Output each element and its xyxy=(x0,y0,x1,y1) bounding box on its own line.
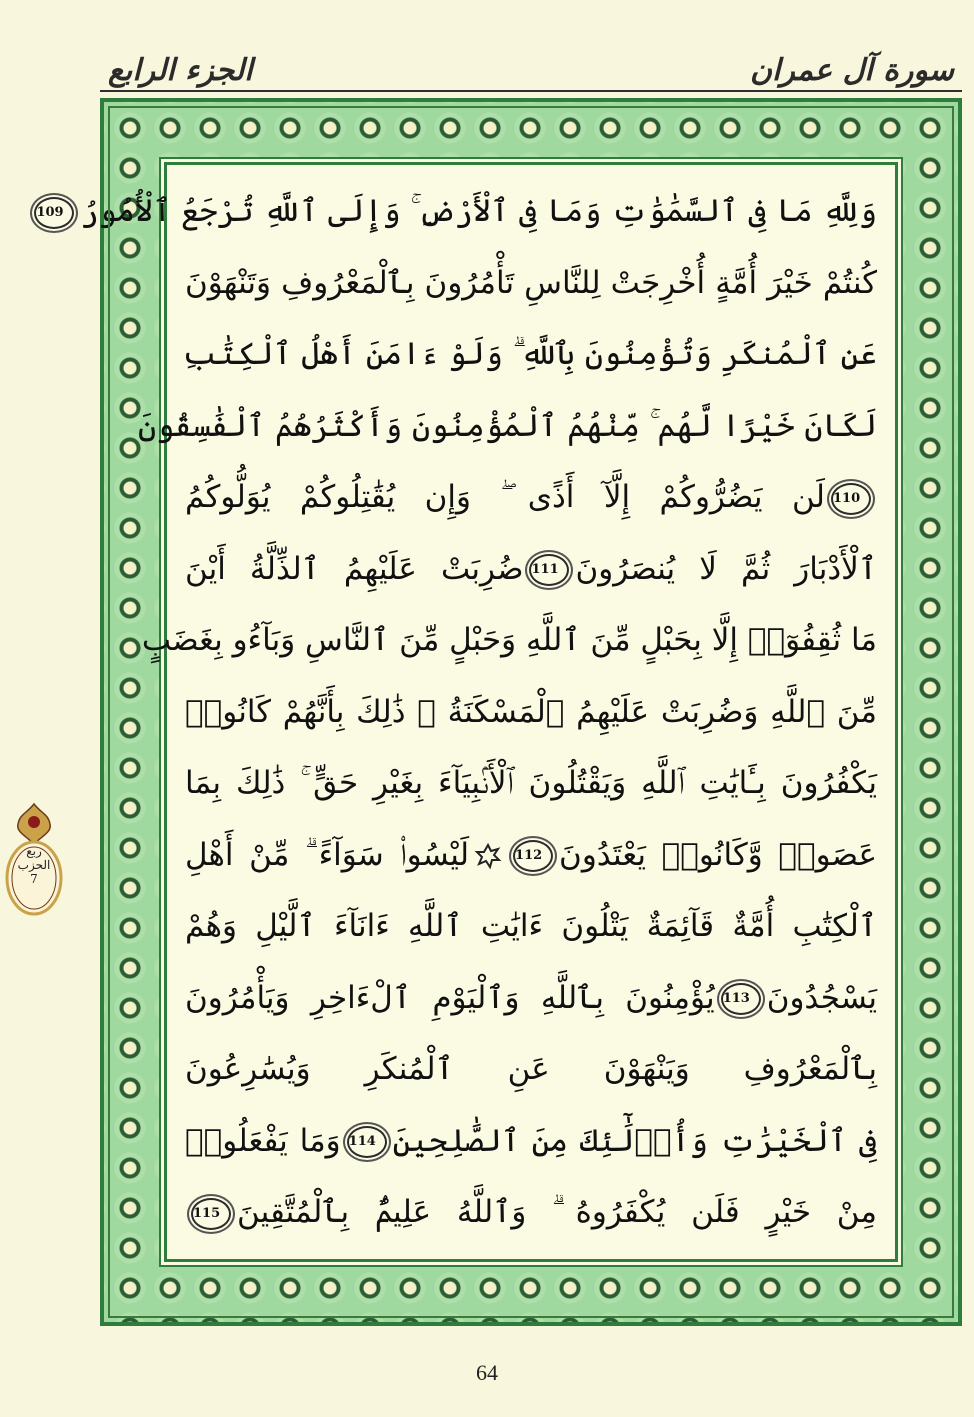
verse-line xyxy=(182,324,877,385)
verse-text: لَيْسُوا۟ سَوَآءً ۗ مِّنْ أَهْلِ xyxy=(185,836,470,873)
hizb-quarter-label: ربع xyxy=(26,844,42,858)
ayah-number-marker: 109 xyxy=(34,197,74,229)
verse-lines xyxy=(36,181,878,1243)
verse-line xyxy=(185,1039,877,1100)
verse-text: مِّنَ ٱللَّهِ وَضُرِبَتْ عَلَيْهِمُ ٱلْمَسْكَنَةُ ۚ ذَٰلِكَ بِأَنَّهُمْ كَانُوا۟ xyxy=(185,693,877,730)
ayah-number-marker: 115 xyxy=(191,1198,231,1230)
verse-text: لَكَانَ خَيْرًا لَّهُم ۚ مِّنْهُمُ ٱلْمُؤْمِنُونَ وَأَكْثَرُهُمُ ٱلْفَٰسِقُونَ xyxy=(138,407,877,444)
verse-text: وَلِلَّهِ مَا فِى ٱلسَّمَٰوَٰتِ وَمَا فِى ٱلْأَرْضِ ۚ وَإِلَى ٱللَّهِ تُرْجَعُ ٱلْأُمُورُ xyxy=(80,193,877,229)
page-number: 64 xyxy=(476,1360,498,1385)
verse-text: ضُرِبَتْ عَلَيْهِمُ ٱلذِّلَّةُ أَيْنَ xyxy=(185,550,524,587)
verse-text: يُؤْمِنُونَ بِٱللَّهِ وَٱلْيَوْمِ ٱلْءَاخِرِ وَيَأْمُرُونَ xyxy=(185,979,715,1016)
surah-title: سورة آل عمران xyxy=(749,53,954,88)
verse-line xyxy=(185,253,877,314)
verse-line xyxy=(185,1111,877,1172)
verse-text: وَمَا يَفْعَلُوا۟ xyxy=(185,1122,341,1159)
verse-text: مَا ثُقِفُوٓا۟ إِلَّا بِحَبْلٍ مِّنَ ٱللَّهِ وَحَبْلٍ مِّنَ ٱلنَّاسِ وَبَآءُو بِغَضَبٍ xyxy=(141,622,877,658)
hizb-knot-icon xyxy=(475,843,501,869)
verse-text: لَن يَضُرُّوكُمْ إِلَّآ أَذًى ۖ وَإِن يُقَٰتِلُوكُمْ يُوَلُّوكُمُ xyxy=(185,479,825,515)
verse-line xyxy=(36,181,877,242)
juz-title: الجزء الرابع xyxy=(108,53,253,88)
ayah-number-marker: 110 xyxy=(831,483,871,515)
verse-line xyxy=(185,682,877,743)
ornamental-frame xyxy=(36,98,962,1326)
text-panel xyxy=(36,162,898,1262)
verse-line xyxy=(185,539,877,600)
ayah-number-marker: 112 xyxy=(513,840,553,872)
verse-text: يَكْفُرُونَ بِـَٔايَٰتِ ٱللَّهِ وَيَقْتُلُونَ ٱلْأَنۢبِيَآءَ بِغَيْرِ حَقٍّ ۚ ذَٰلِكَ بِمَا xyxy=(185,765,877,801)
verse-line xyxy=(185,1182,877,1243)
verse-line xyxy=(185,968,877,1029)
verse-text: كُنتُمْ خَيْرَ أُمَّةٍ أُخْرِجَتْ لِلنَّاسِ تَأْمُرُونَ بِٱلْمَعْرُوفِ وَتَنْهَوْنَ xyxy=(185,264,877,301)
verse-text: فِى ٱلْخَيْرَٰتِ وَأُو۟لَٰٓئِكَ مِنَ ٱلصَّٰلِحِينَ xyxy=(392,1122,878,1159)
hizb-word: الحزب xyxy=(17,858,51,872)
ayah-number-marker: 113 xyxy=(721,983,761,1015)
verse-line xyxy=(185,825,877,886)
verse-text: بِٱلْمَعْرُوفِ وَيَنْهَوْنَ عَنِ ٱلْمُنكَرِ وَيُسَٰرِعُونَ xyxy=(185,1051,877,1087)
ayah-number-marker: 114 xyxy=(347,1126,387,1158)
verse-text: ٱلْأَدْبَارَ ثُمَّ لَا يُنصَرُونَ xyxy=(575,550,877,587)
hizb-number: 7 xyxy=(30,872,38,886)
verse-text: ٱلْكِتَٰبِ أُمَّةٌ قَآئِمَةٌ يَتْلُونَ ءَايَٰتِ ٱللَّهِ ءَانَآءَ ٱلَّيْلِ وَهُمْ xyxy=(185,908,877,944)
verse-line xyxy=(185,467,877,528)
verse-line xyxy=(185,753,877,814)
verse-text: عَنِ ٱلْمُنكَرِ وَتُؤْمِنُونَ بِٱللَّهِ ۗ وَلَوْ ءَامَنَ أَهْلُ ٱلْكِتَٰبِ xyxy=(182,336,877,372)
verse-text: مِنْ خَيْرٍ فَلَن يُكْفَرُوهُ ۗ وَٱللَّهُ عَلِيمٌۢ بِٱلْمُتَّقِينَ xyxy=(237,1194,877,1230)
hizb-marker xyxy=(2,800,66,930)
verse-line xyxy=(185,896,877,957)
page-header xyxy=(100,44,962,92)
hizb-label xyxy=(10,844,58,886)
verse-line xyxy=(141,610,877,671)
ayah-number-marker: 111 xyxy=(529,554,569,586)
verse-line xyxy=(138,396,877,457)
verse-text: عَصَوا۟ وَّكَانُوا۟ يَعْتَدُونَ xyxy=(559,836,877,873)
verse-text: يَسْجُدُونَ xyxy=(766,979,877,1016)
